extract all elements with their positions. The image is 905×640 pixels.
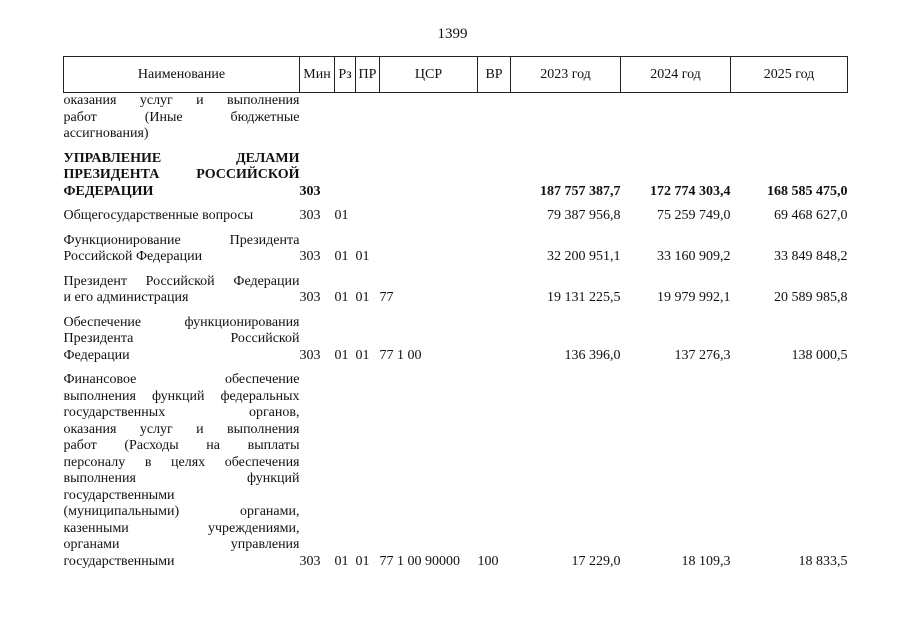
cell-min: 303 — [299, 347, 321, 363]
header-2023: 2023 год — [511, 57, 621, 93]
table-row — [64, 151, 848, 201]
name-line: Общегосударственные вопросы — [63, 208, 254, 223]
row-spacer-cell — [64, 225, 848, 233]
cell-pr — [356, 208, 380, 225]
cell-min: 303 — [299, 208, 321, 223]
cell-vr — [478, 315, 511, 365]
cell-name — [64, 233, 300, 266]
cell-csr — [380, 93, 478, 143]
row-spacer-cell — [64, 266, 848, 274]
cell-csr — [380, 233, 478, 266]
cell-2023: 19 131 225,5 — [547, 290, 621, 305]
cell-vr — [478, 274, 511, 307]
cell-2023 — [511, 93, 621, 143]
name-line: ПРЕЗИДЕНТА РОССИЙСКОЙ — [63, 167, 300, 182]
cell-2024 — [621, 93, 731, 143]
page-number: 1399 — [437, 26, 468, 42]
header-2025: 2025 год — [731, 57, 848, 93]
cell-csr — [380, 208, 478, 225]
cell-2025: 20 589 985,8 — [774, 290, 848, 305]
name-line: государственными — [63, 553, 175, 569]
table-row — [64, 233, 848, 266]
cell-min: 303 — [299, 183, 321, 199]
cell-min — [300, 93, 335, 143]
cell-name — [64, 93, 300, 143]
name-line: государственных органов, — [63, 405, 300, 420]
header-name: Наименование — [64, 57, 300, 93]
name-line: государственными — [63, 487, 175, 503]
row-spacer-cell — [64, 143, 848, 151]
cell-pr — [356, 151, 380, 201]
cell-rz: 01 — [334, 290, 349, 305]
cell-name — [64, 372, 300, 570]
name-line: оказания услуг и выполнения — [63, 421, 300, 437]
name-line: выполнения функций федеральных — [63, 388, 300, 404]
table-row — [64, 208, 848, 225]
cell-name — [64, 208, 300, 225]
name-line: Обеспечение функционирования — [63, 314, 300, 330]
cell-min: 303 — [299, 249, 321, 264]
cell-vr: 100 — [477, 553, 499, 569]
table-body — [64, 93, 848, 571]
name-line: Российской Федерации — [63, 249, 203, 264]
name-line: УПРАВЛЕНИЕ ДЕЛАМИ — [63, 150, 300, 166]
cell-rz — [335, 151, 356, 201]
cell-name — [64, 315, 300, 365]
header-rz: Рз — [335, 57, 356, 93]
row-spacer — [64, 307, 848, 315]
cell-min: 303 — [299, 290, 321, 305]
cell-vr — [478, 151, 511, 201]
name-line: (муниципальными) органами, — [63, 504, 300, 519]
header-vr: ВР — [478, 57, 511, 93]
cell-2025: 138 000,5 — [791, 347, 848, 363]
cell-vr — [478, 93, 511, 143]
cell-csr: 77 1 00 90000 — [379, 553, 460, 569]
cell-2023: 136 396,0 — [564, 347, 621, 363]
header-pr: ПР — [356, 57, 380, 93]
name-line: работ (Расходы на выплаты — [63, 438, 300, 453]
cell-rz: 01 — [334, 208, 349, 223]
cell-2023: 17 229,0 — [571, 553, 621, 569]
name-line: Федерации — [63, 347, 130, 363]
row-spacer — [64, 200, 848, 208]
cell-pr: 01 — [355, 553, 370, 569]
cell-name — [64, 151, 300, 201]
cell-2024: 172 774 303,4 — [650, 183, 731, 199]
name-line: органами управления — [63, 537, 300, 552]
name-line: и его администрация — [63, 290, 189, 305]
header-csr: ЦСР — [380, 57, 478, 93]
cell-csr: 77 — [379, 290, 394, 305]
name-line: работ (Иные бюджетные — [63, 109, 300, 125]
cell-2023: 79 387 956,8 — [547, 208, 621, 223]
table-header-row — [64, 57, 848, 93]
header-2024: 2024 год — [621, 57, 731, 93]
table-row — [64, 372, 848, 570]
cell-2024: 33 160 909,2 — [657, 249, 731, 264]
cell-2025: 69 468 627,0 — [774, 208, 848, 223]
name-line: ассигнования) — [63, 126, 149, 141]
name-line: Финансовое обеспечение — [63, 372, 300, 387]
name-line: Президента Российской — [63, 331, 300, 346]
budget-table — [63, 56, 848, 570]
cell-2025 — [731, 93, 848, 143]
cell-pr: 01 — [355, 290, 370, 305]
cell-pr — [356, 93, 380, 143]
cell-min: 303 — [299, 553, 321, 569]
cell-2024: 18 109,3 — [681, 553, 731, 569]
cell-2024: 19 979 992,1 — [657, 290, 731, 305]
cell-csr: 77 1 00 — [379, 347, 422, 363]
cell-2025: 33 849 848,2 — [774, 249, 848, 264]
row-spacer — [64, 143, 848, 151]
name-line: казенными учреждениями, — [63, 520, 300, 536]
name-line: персоналу в целях обеспечения — [63, 454, 300, 470]
row-spacer-cell — [64, 200, 848, 208]
cell-pr: 01 — [355, 347, 370, 363]
table-row — [64, 93, 848, 143]
cell-rz: 01 — [334, 347, 349, 363]
cell-rz: 01 — [334, 553, 349, 569]
cell-csr — [380, 151, 478, 201]
table-row — [64, 274, 848, 307]
cell-2023: 32 200 951,1 — [547, 249, 621, 264]
header-min: Мин — [300, 57, 335, 93]
cell-vr — [478, 233, 511, 266]
cell-2023: 187 757 387,7 — [540, 183, 621, 199]
cell-2024: 137 276,3 — [674, 347, 731, 363]
cell-2025: 18 833,5 — [798, 553, 848, 569]
name-line: Функционирование Президента — [63, 232, 300, 248]
name-line: Президент Российской Федерации — [63, 273, 300, 289]
cell-rz: 01 — [334, 249, 349, 264]
table-row — [64, 315, 848, 365]
name-line: ФЕДЕРАЦИИ — [63, 183, 154, 199]
row-spacer — [64, 364, 848, 372]
name-line: выполнения функций — [63, 471, 300, 486]
cell-2024: 75 259 749,0 — [657, 208, 731, 223]
row-spacer-cell — [64, 307, 848, 315]
name-line: оказания услуг и выполнения — [63, 93, 300, 108]
row-spacer-cell — [64, 364, 848, 372]
cell-2025: 168 585 475,0 — [767, 183, 848, 199]
cell-name — [64, 274, 300, 307]
row-spacer — [64, 225, 848, 233]
cell-rz — [335, 93, 356, 143]
row-spacer — [64, 266, 848, 274]
cell-pr: 01 — [355, 249, 370, 264]
cell-vr — [478, 208, 511, 225]
